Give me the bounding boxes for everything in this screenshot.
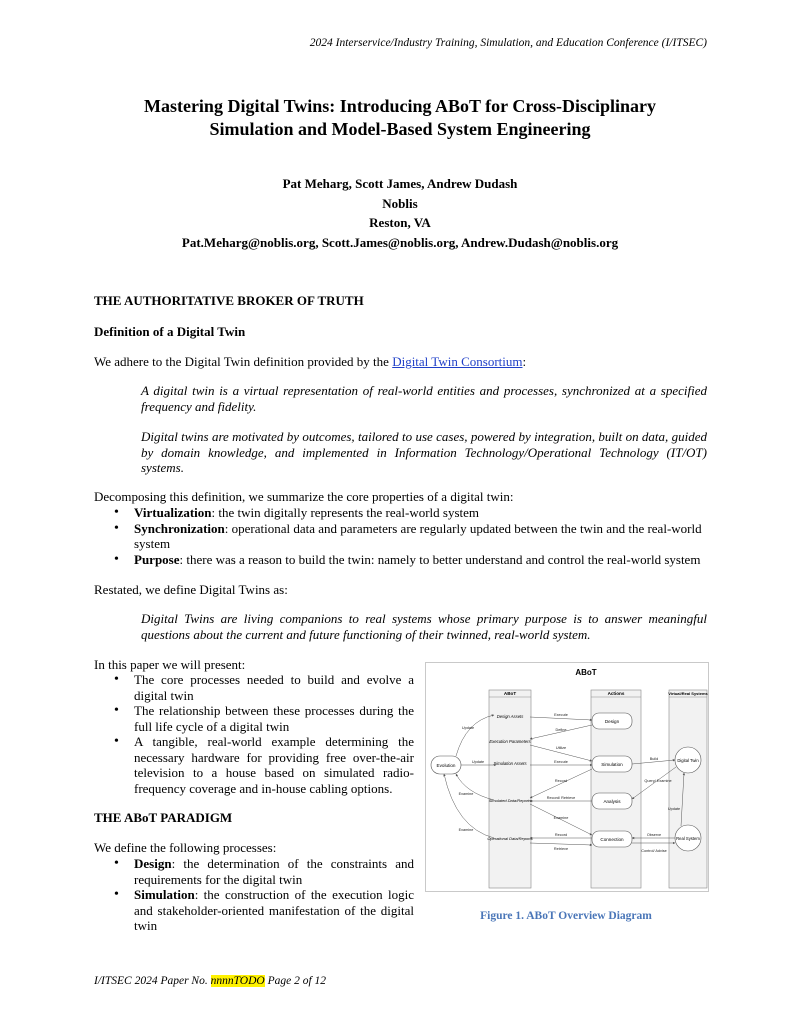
present-list xyxy=(107,672,414,796)
list-item: • The relationship between these processes during the full life cycle of a digital twin xyxy=(107,703,414,734)
desc-synchronization: : operational data and parameters are regularly updated between the twin and the real-world system xyxy=(134,520,702,551)
term-synchronization: Synchronization xyxy=(134,520,225,536)
edge-label: Retrieve xyxy=(553,847,569,851)
restated-paragraph: Restated, we define Digital Twins as: xyxy=(94,582,288,597)
edge-label: Record/ Retrieve xyxy=(546,796,576,800)
edge-label: Control/ Advise xyxy=(641,849,667,853)
artifact-label: Design Assets xyxy=(496,714,524,719)
edge-label: Examine xyxy=(458,792,474,796)
author-organization: Noblis xyxy=(382,195,418,211)
definition-intro xyxy=(94,354,526,370)
edge-label: Observe xyxy=(646,833,662,837)
author-names: Pat Meharg, Scott James, Andrew Dudash xyxy=(282,176,518,191)
node-label: Real System xyxy=(676,836,700,841)
decompose-paragraph: Decomposing this definition, we summarize the core properties of a digital twin: xyxy=(94,489,514,504)
node-label: Analysis xyxy=(603,799,621,804)
title-line-1: Mastering Digital Twins: Introducing ABoT for Cross-Disciplinary xyxy=(143,96,657,116)
quote-definition: A digital twin is a virtual representation of real-world entities and processes, synchronized at a specified frequency and fidelity. xyxy=(141,383,707,414)
abot-overview-figure xyxy=(425,662,709,892)
artifact-label: Execution Parameters xyxy=(489,739,531,744)
edge-label: Define xyxy=(555,728,567,732)
digital-twin-consortium-link[interactable]: Digital Twin Consortium xyxy=(392,354,523,369)
edge-label: Query/ Examine xyxy=(644,779,672,783)
present-intro: In this paper we will present: xyxy=(94,657,246,672)
term-simulation: Simulation xyxy=(134,887,195,902)
edge-label: Execute xyxy=(554,760,568,764)
edge-label: Execute xyxy=(554,713,568,717)
figure-caption: Figure 1. ABoT Overview Diagram xyxy=(480,910,652,922)
node-label: Design xyxy=(604,719,620,724)
list-item xyxy=(107,552,708,568)
node-label: Simulation xyxy=(601,762,623,767)
section-heading-paradigm: THE ABoT PARADIGM xyxy=(94,810,233,825)
desc-virtualization: : the twin digitally represents the real-world system xyxy=(211,505,480,520)
lane-virtual-real xyxy=(669,690,707,888)
term-design: Design xyxy=(134,856,172,871)
diagram-title: ABoT xyxy=(575,668,597,677)
author-block xyxy=(60,174,740,252)
desc-purpose: : there was a reason to build the twin: namely to better understand and control the real-world system xyxy=(179,551,701,567)
node-label: Connection xyxy=(600,837,624,842)
lane-abot xyxy=(489,690,531,888)
artifact-label: Simulation Assets xyxy=(493,761,527,766)
lane-label: ABoT xyxy=(503,691,517,696)
paper-number: nnnnTODO xyxy=(210,975,265,987)
conference-header: 2024 Interservice/Industry Training, Simulation, and Education Conference (I/ITSEC) xyxy=(309,37,707,49)
edge-label: Record xyxy=(554,779,568,783)
intro-colon: : xyxy=(522,354,527,369)
list-item xyxy=(107,521,708,552)
edge-label: Build xyxy=(649,757,659,761)
page-footer xyxy=(94,975,326,987)
digital-twin-definition: Digital Twins are living companions to real systems whose primary purpose is to answer meaningful questions about the current and future functioning of their twinned, real-world system. xyxy=(141,611,707,642)
list-item xyxy=(107,856,414,887)
artifact-label: Simulated Data/Reports xyxy=(488,798,532,803)
title-line-2: Simulation and Model-Based System Engineering xyxy=(209,119,591,139)
node-label: Evolution xyxy=(436,763,456,768)
lane-label: Actions xyxy=(607,691,625,696)
list-item xyxy=(107,887,414,934)
author-location: Reston, VA xyxy=(369,215,431,230)
author-emails: Pat.Meharg@noblis.org, Scott.James@noblis.org, Andrew.Dudash@noblis.org xyxy=(181,234,619,250)
list-item: • A tangible, real-world example determining the necessary hardware for providing free over-the-air television to a house based on simulated radio-frequency coverage and in-house cabling options. xyxy=(107,734,414,796)
edge-label: Update xyxy=(471,760,485,764)
desc-design: : the determination of the constraints and requirements for the digital twin xyxy=(134,856,414,887)
node-label: Digital Twin xyxy=(677,758,699,763)
edge-label: Examine xyxy=(458,828,474,832)
artifact-label: Operational Data/Reports xyxy=(487,836,533,841)
edge-label: Examine xyxy=(553,816,569,820)
paper-title xyxy=(60,95,740,141)
quote-motivation: Digital twins are motivated by outcomes, tailored to use cases, powered by integration, built on data, guided by domain knowledge, and implemented in Information Technology/Operational Technology (IT/OT) systems. xyxy=(141,429,707,475)
properties-list xyxy=(107,505,708,567)
footer-suffix: Page 2 of 12 xyxy=(264,975,327,987)
term-purpose: Purpose xyxy=(134,551,180,567)
processes-intro: We define the following processes: xyxy=(94,840,277,855)
edge-label: Utilize xyxy=(555,746,567,750)
abot-diagram xyxy=(426,663,708,891)
subheading-definition: Definition of a Digital Twin xyxy=(94,324,246,339)
list-item xyxy=(107,505,708,521)
lane-label: Virtual/Real Systems xyxy=(668,691,708,696)
edge-label: Record xyxy=(554,833,568,837)
footer-prefix: I/ITSEC 2024 Paper No. xyxy=(94,975,211,987)
edge-label: Update xyxy=(667,807,681,811)
section-heading-broker: THE AUTHORITATIVE BROKER OF TRUTH xyxy=(94,293,364,308)
term-virtualization: Virtualization xyxy=(134,505,212,520)
processes-list xyxy=(107,856,414,934)
desc-simulation: : the construction of the execution logic and stakeholder-oriented manifestation of the digital twin xyxy=(134,887,414,933)
list-item: • The core processes needed to build and evolve a digital twin xyxy=(107,672,414,703)
intro-text: We adhere to the Digital Twin definition provided by the xyxy=(94,354,393,369)
edge-label: Update xyxy=(461,726,475,730)
